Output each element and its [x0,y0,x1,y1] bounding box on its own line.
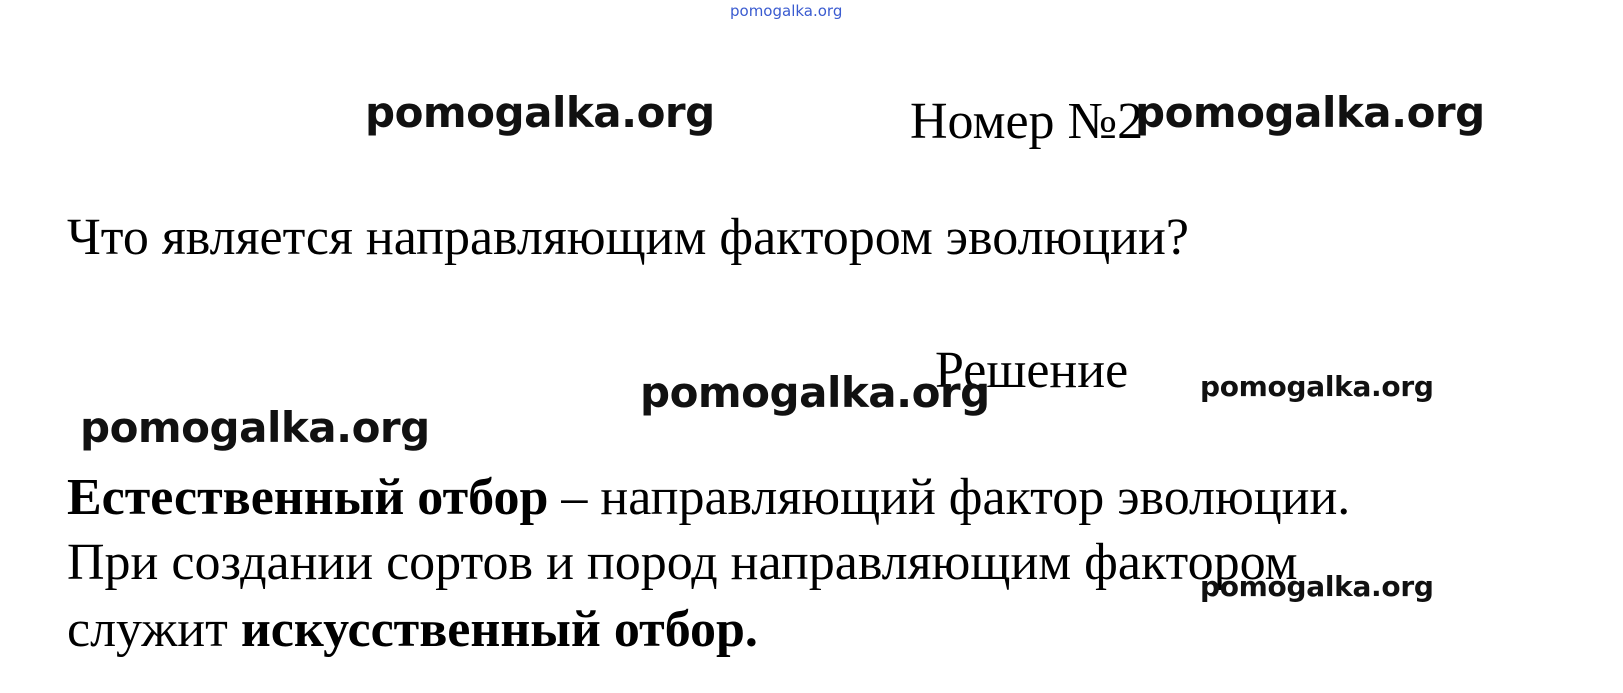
answer-line-1 [67,469,1351,526]
watermark-mid-right: pomogalka.org [1200,370,1434,403]
solution-heading: Решение [935,342,1129,399]
page-title: Номер №2 [910,93,1144,150]
watermark-header-left: pomogalka.org [365,88,715,137]
question-text: Что является направляющим фактором эволюции? [67,209,1189,266]
watermark-mid-center: pomogalka.org [640,368,990,417]
answer-term-artificial-selection: искусственный отбор. [240,601,758,658]
top-watermark: pomogalka.org [730,2,843,20]
watermark-bottom-right: pomogalka.org [1200,570,1434,603]
answer-line-1-rest: – направляющий фактор эволюции. [548,469,1351,526]
answer-term-natural-selection: Естественный отбор [67,469,549,526]
answer-line-2: При создании сортов и пород направляющим фактором [67,534,1298,591]
answer-line-3-plain: служит [67,601,241,658]
watermark-mid-left: pomogalka.org [80,403,430,452]
answer-line-3 [67,601,758,658]
watermark-header-right: pomogalka.org [1135,88,1485,137]
